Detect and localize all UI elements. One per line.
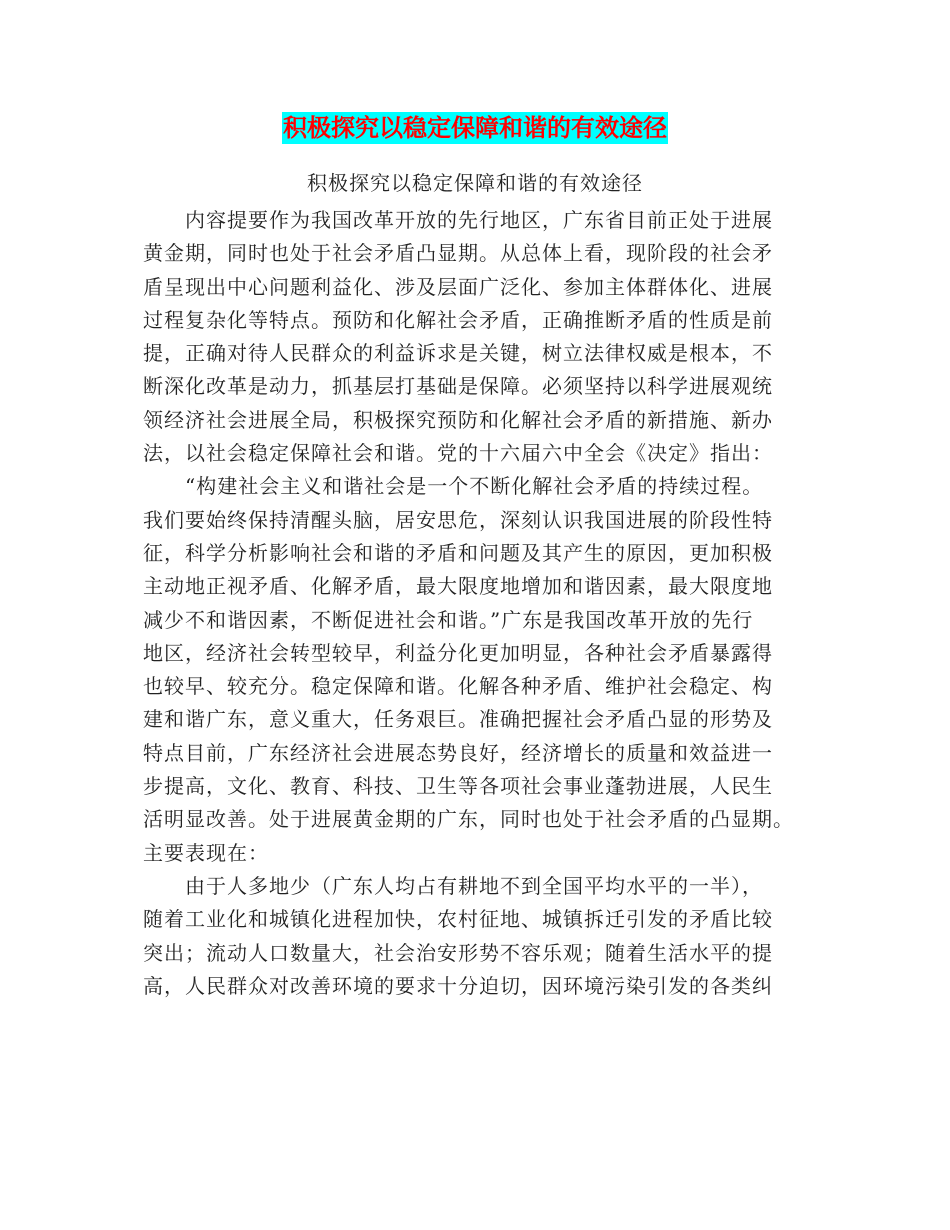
text-line: 领经济社会进展全局，积极探究预防和化解社会矛盾的新措施、新办	[143, 407, 773, 432]
text-line: 活明显改善。处于进展黄金期的广东，同时也处于社会矛盾的凸显期。	[143, 807, 794, 832]
paragraph-3	[143, 870, 809, 1003]
text-line: 我们要始终保持清醒头脑，居安思危，深刻认识我国进展的阶段性特	[143, 507, 773, 532]
text-line: 由于人多地少（广东人均占有耕地不到全国平均水平的一半），	[143, 873, 763, 898]
text-line: 过程复杂化等特点。预防和化解社会矛盾，正确推断矛盾的性质是前	[143, 307, 773, 332]
text-line: 减少不和谐因素，不断促进社会和谐。”广东是我国改革开放的先行	[143, 607, 754, 632]
text-line: 法，以社会稳定保障社会和谐。党的十六届六中全会《决定》指出：	[143, 441, 773, 466]
paragraph-2	[143, 470, 809, 870]
text-line: 断深化改革是动力，抓基层打基础是保障。必须坚持以科学进展观统	[143, 374, 773, 399]
text-line: 盾呈现出中心问题利益化、涉及层面广泛化、参加主体群体化、进展	[143, 274, 773, 299]
text-line: 黄金期，同时也处于社会矛盾凸显期。从总体上看，现阶段的社会矛	[143, 241, 773, 266]
document-subtitle: 积极探究以稳定保障和谐的有效途径	[307, 171, 643, 195]
text-line: 主动地正视矛盾、化解矛盾，最大限度地增加和谐因素，最大限度地	[143, 574, 773, 599]
text-line: 提，正确对待人民群众的利益诉求是关键，树立法律权威是根本，不	[143, 341, 773, 366]
text-line: 征，科学分析影响社会和谐的矛盾和问题及其产生的原因，更加积极	[143, 540, 773, 565]
text-line: 突出；流动人口数量大，社会治安形势不容乐观；随着生活水平的提	[143, 940, 773, 965]
text-line: 高，人民群众对改善环境的要求十分迫切，因环境污染引发的各类纠	[143, 973, 773, 998]
text-line: 随着工业化和城镇化进程加快，农村征地、城镇拆迁引发的矛盾比较	[143, 907, 773, 932]
text-line: 地区，经济社会转型较早，利益分化更加明显，各种社会矛盾暴露得	[143, 640, 773, 665]
text-line: 也较早、较充分。稳定保障和谐。化解各种矛盾、维护社会稳定、构	[143, 674, 773, 699]
document-heading: 积极探究以稳定保障和谐的有效途径	[283, 113, 667, 142]
text-line: 主要表现在：	[143, 840, 269, 865]
text-line: “构建社会主义和谐社会是一个不断化解社会矛盾的持续过程。	[143, 474, 764, 499]
text-line: 步提高，文化、教育、科技、卫生等各项社会事业蓬勃进展，人民生	[143, 774, 773, 799]
document-body	[143, 204, 809, 1003]
text-line: 特点目前，广东经济社会进展态势良好，经济增长的质量和效益进一	[143, 740, 773, 765]
text-line: 内容提要作为我国改革开放的先行地区，广东省目前正处于进展	[143, 208, 773, 232]
paragraph-1	[143, 204, 809, 470]
text-line: 建和谐广东，意义重大，任务艰巨。准确把握社会矛盾凸显的形势及	[143, 707, 773, 732]
title-block	[0, 112, 950, 144]
